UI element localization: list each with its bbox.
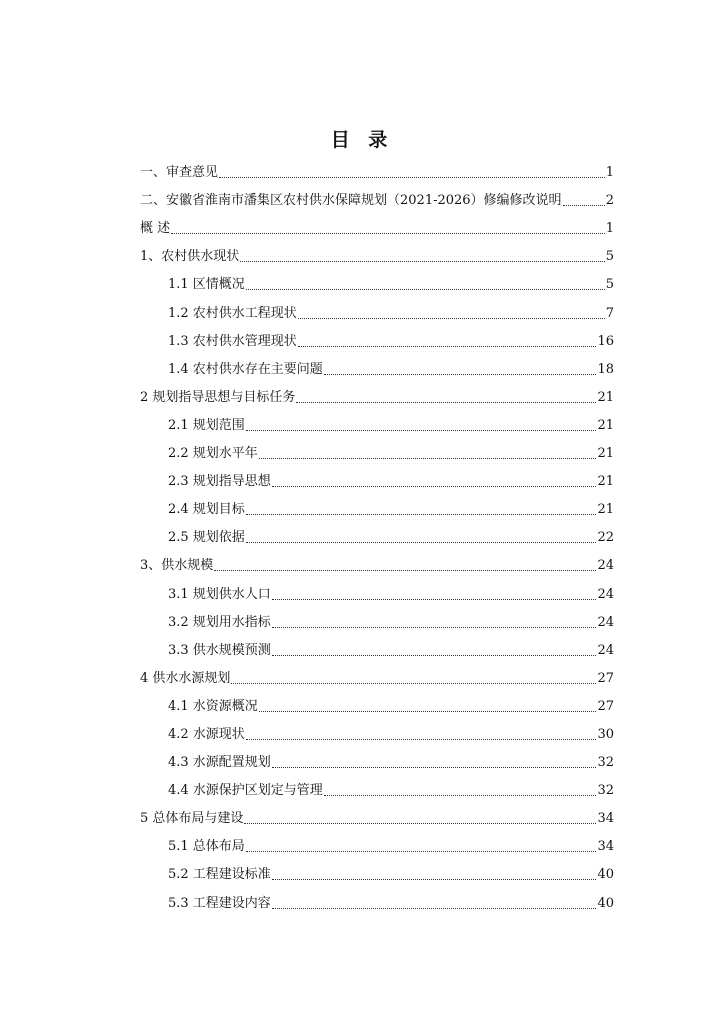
toc-entry-label: 1.4 农村供水存在主要问题 [168,361,323,377]
toc-entry[interactable] [140,633,614,661]
toc-entry-page-number: 22 [597,530,614,546]
toc-entry-page-number: 1 [605,221,614,237]
toc-entry[interactable] [140,576,614,604]
toc-entry-page-number: 2 [605,193,614,209]
toc-title: 目 录 [330,129,394,151]
toc-leader-dots [246,851,597,852]
toc-leader-dots [231,683,596,684]
toc-leader-dots [272,908,597,909]
toc-entry[interactable] [140,352,614,380]
toc-entry-label: 二、安徽省淮南市潘集区农村供水保障规划（2021-2026）修编修改说明 [140,193,562,209]
toc-entry-page-number: 24 [597,614,614,630]
toc-leader-dots [246,514,597,515]
toc-entry-page-number: 24 [597,586,614,602]
toc-leader-dots [272,767,597,768]
toc-leader-dots [214,570,596,571]
toc-entry-label: 2.5 规划依据 [168,530,245,546]
toc-entry-page-number: 7 [605,305,614,321]
toc-leader-dots [324,374,597,375]
toc-entry-page-number: 24 [597,642,614,658]
toc-entry[interactable] [140,857,614,885]
toc-entry-page-number: 34 [597,839,614,855]
toc-entry-page-number: 21 [597,502,614,518]
toc-leader-dots [298,346,597,347]
toc-entry[interactable] [140,183,614,211]
toc-entry[interactable] [140,380,614,408]
toc-entry-label: 1.3 农村供水管理现状 [168,333,297,349]
toc-list [140,155,614,914]
toc-leader-dots [272,655,597,656]
toc-entry-label: 4.2 水源现状 [168,726,245,742]
toc-entry-label: 一、审查意见 [140,165,219,181]
toc-entry-label: 2.1 规划范围 [168,417,245,433]
toc-entry-label: 5.3 工程建设内容 [168,895,271,911]
toc-leader-dots [246,289,605,290]
toc-entry[interactable] [140,211,614,239]
toc-leader-dots [259,458,597,459]
toc-leader-dots [240,261,604,262]
toc-entry[interactable] [140,492,614,520]
toc-entry-page-number: 21 [597,446,614,462]
toc-entry[interactable] [140,717,614,745]
toc-leader-dots [219,177,605,178]
toc-entry-label: 4 供水水源规划 [140,670,231,686]
toc-entry[interactable] [140,464,614,492]
toc-entry[interactable] [140,408,614,436]
toc-leader-dots [296,402,596,403]
toc-entry-page-number: 21 [597,417,614,433]
toc-entry[interactable] [140,324,614,352]
toc-entry-label: 2.4 规划目标 [168,502,245,518]
toc-entry-label: 5 总体布局与建设 [140,811,244,827]
toc-entry[interactable] [140,885,614,913]
toc-entry-page-number: 27 [597,670,614,686]
toc-entry-label: 2.2 规划水平年 [168,446,258,462]
toc-leader-dots [259,711,597,712]
toc-leader-dots [272,486,597,487]
toc-entry-label: 3、供水规模 [140,558,214,574]
toc-entry-label: 2.3 规划指导思想 [168,474,271,490]
toc-entry[interactable] [140,829,614,857]
toc-entry-label: 2 规划指导思想与目标任务 [140,389,296,405]
toc-leader-dots [246,542,597,543]
toc-entry[interactable] [140,745,614,773]
toc-entry-label: 5.2 工程建设标准 [168,867,271,883]
toc-entry-page-number: 32 [597,783,614,799]
toc-entry-page-number: 32 [597,755,614,771]
toc-entry-label: 3.1 规划供水人口 [168,586,271,602]
toc-leader-dots [298,318,605,319]
toc-entry[interactable] [140,801,614,829]
toc-leader-dots [171,233,605,234]
toc-leader-dots [246,430,597,431]
toc-entry-page-number: 21 [597,389,614,405]
toc-entry-label: 1.2 农村供水工程现状 [168,305,297,321]
toc-entry-page-number: 1 [605,165,614,181]
toc-entry[interactable] [140,155,614,183]
toc-entry-label: 4.4 水源保护区划定与管理 [168,783,323,799]
toc-entry-label: 3.2 规划用水指标 [168,614,271,630]
toc-entry[interactable] [140,295,614,323]
toc-entry-page-number: 21 [597,474,614,490]
toc-entry[interactable] [140,267,614,295]
toc-entry[interactable] [140,548,614,576]
toc-entry-page-number: 18 [597,361,614,377]
toc-entry-page-number: 34 [597,811,614,827]
toc-entry-label: 4.1 水资源概况 [168,698,258,714]
toc-leader-dots [244,823,596,824]
toc-entry[interactable] [140,605,614,633]
toc-entry-page-number: 30 [597,726,614,742]
toc-entry[interactable] [140,436,614,464]
toc-entry[interactable] [140,773,614,801]
toc-entry-page-number: 16 [597,333,614,349]
toc-entry-label: 3.3 供水规模预测 [168,642,271,658]
toc-entry-page-number: 5 [605,277,614,293]
toc-leader-dots [324,795,597,796]
toc-entry-label: 4.3 水源配置规划 [168,755,271,771]
toc-entry-page-number: 40 [597,895,614,911]
toc-entry-page-number: 40 [597,867,614,883]
toc-leader-dots [246,739,597,740]
toc-entry[interactable] [140,689,614,717]
toc-entry-page-number: 5 [605,249,614,265]
toc-entry[interactable] [140,661,614,689]
toc-entry-page-number: 24 [597,558,614,574]
toc-entry[interactable] [140,520,614,548]
toc-entry[interactable] [140,239,614,267]
toc-leader-dots [272,599,597,600]
toc-leader-dots [272,879,597,880]
toc-leader-dots [272,627,597,628]
toc-entry-label: 5.1 总体布局 [168,839,245,855]
toc-entry-label: 概 述 [140,221,171,237]
toc-entry-page-number: 27 [597,698,614,714]
toc-entry-label: 1、农村供水现状 [140,249,240,265]
toc-entry-label: 1.1 区情概况 [168,277,245,293]
toc-leader-dots [563,205,605,206]
